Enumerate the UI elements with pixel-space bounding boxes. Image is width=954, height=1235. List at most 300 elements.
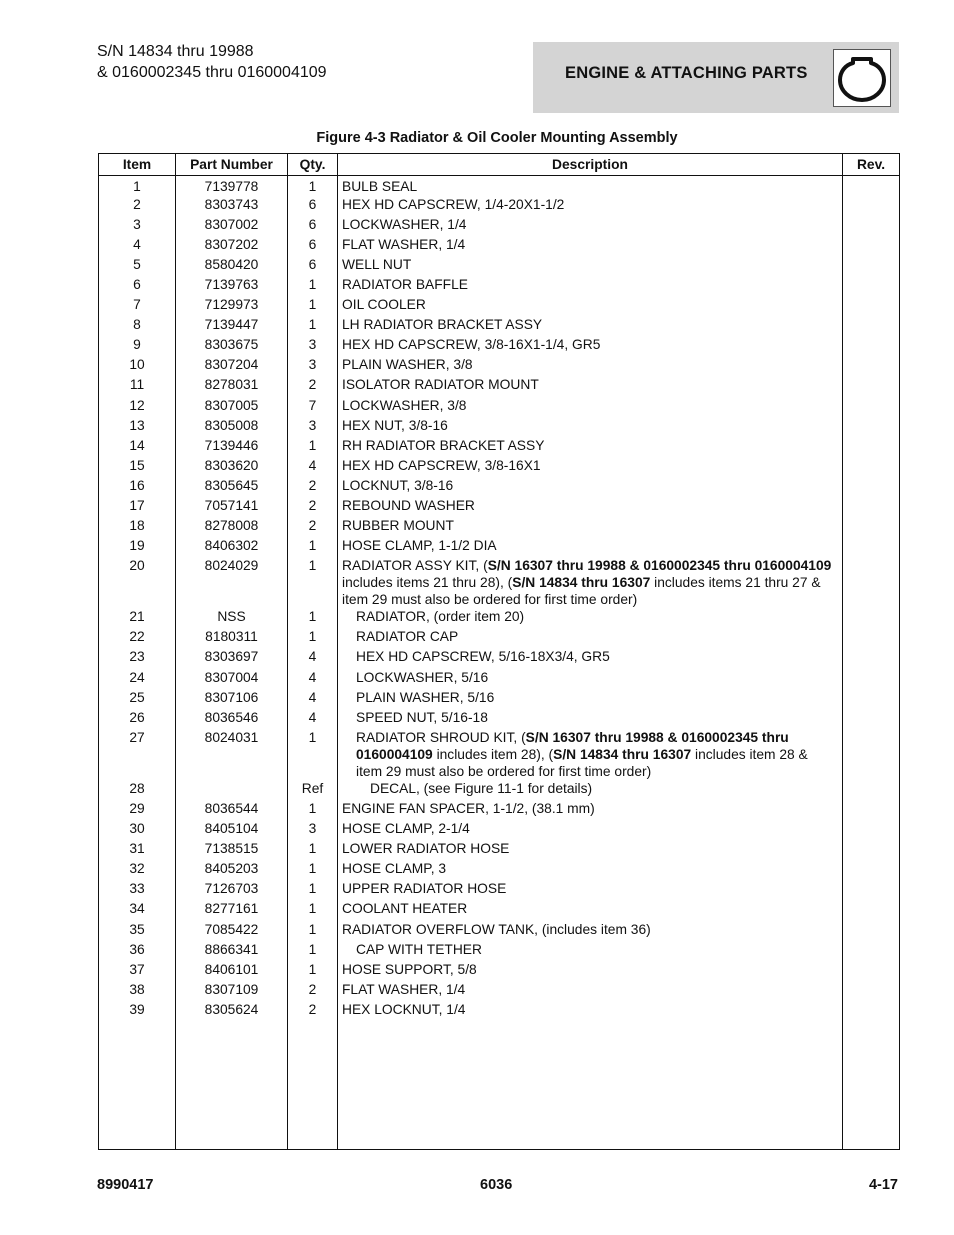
- part-number: 8303743: [176, 196, 288, 216]
- table-row: [99, 880, 900, 900]
- empty-cell: [843, 1021, 900, 1150]
- quantity: 2: [288, 517, 338, 537]
- part-number: 7129973: [176, 296, 288, 316]
- revision: [843, 316, 900, 336]
- table-row: [99, 437, 900, 457]
- item-number: 11: [99, 376, 176, 396]
- item-number: 26: [99, 709, 176, 729]
- description-emphasis: S/N 14834 thru 16307: [512, 575, 651, 591]
- table-row: [99, 336, 900, 356]
- table-row: [99, 316, 900, 336]
- table-row: [99, 628, 900, 648]
- revision: [843, 608, 900, 628]
- serial-line-2: & 0160002345 thru 0160004109: [97, 64, 327, 81]
- revision: [843, 216, 900, 236]
- quantity: 1: [288, 437, 338, 457]
- revision: [843, 296, 900, 316]
- part-number: 7139763: [176, 276, 288, 296]
- quantity: 1: [288, 880, 338, 900]
- description-text: RADIATOR CAP: [356, 629, 459, 645]
- item-number: 39: [99, 1001, 176, 1021]
- description-text: LOCKWASHER, 5/16: [356, 669, 489, 685]
- revision: [843, 941, 900, 961]
- description: [338, 689, 843, 709]
- item-number: 30: [99, 820, 176, 840]
- description-text: LOWER RADIATOR HOSE: [342, 841, 510, 857]
- description: [338, 729, 843, 780]
- description-text: FLAT WASHER, 1/4: [342, 981, 466, 997]
- description-text: RADIATOR SHROUD KIT, (: [356, 729, 526, 745]
- description: [338, 497, 843, 517]
- part-number: 8307202: [176, 236, 288, 256]
- item-number: 2: [99, 196, 176, 216]
- section-title: ENGINE & ATTACHING PARTS: [565, 64, 808, 82]
- description: [338, 256, 843, 276]
- part-number: 8305645: [176, 477, 288, 497]
- description: [338, 376, 843, 396]
- serial-number-range: [97, 41, 327, 83]
- table-row: [99, 608, 900, 628]
- item-number: 9: [99, 336, 176, 356]
- part-number: 7126703: [176, 880, 288, 900]
- serial-line-1: S/N 14834 thru 19988: [97, 43, 254, 60]
- item-number: 34: [99, 900, 176, 920]
- item-number: 4: [99, 236, 176, 256]
- item-number: 6: [99, 276, 176, 296]
- empty-cell: [176, 1021, 288, 1150]
- part-number: 8305008: [176, 417, 288, 437]
- quantity: 2: [288, 477, 338, 497]
- revision: [843, 397, 900, 417]
- description-text: RH RADIATOR BRACKET ASSY: [342, 437, 545, 453]
- description-text: RADIATOR ASSY KIT, (: [342, 558, 488, 574]
- part-number: 8180311: [176, 628, 288, 648]
- description-text: FLAT WASHER, 1/4: [342, 236, 466, 252]
- description-text: LOCKNUT, 3/8-16: [342, 477, 454, 493]
- part-number: 8406101: [176, 961, 288, 981]
- part-number: 8278008: [176, 517, 288, 537]
- quantity: 1: [288, 729, 338, 780]
- item-number: 28: [99, 780, 176, 800]
- part-number: 8278031: [176, 376, 288, 396]
- revision: [843, 176, 900, 196]
- table-row: [99, 517, 900, 537]
- revision: [843, 961, 900, 981]
- table-row: [99, 356, 900, 376]
- description: [338, 900, 843, 920]
- description: [338, 336, 843, 356]
- table-row: [99, 921, 900, 941]
- revision: [843, 376, 900, 396]
- description: [338, 417, 843, 437]
- description: [338, 1001, 843, 1021]
- item-number: 32: [99, 860, 176, 880]
- item-number: 5: [99, 256, 176, 276]
- quantity: 1: [288, 961, 338, 981]
- description: [338, 800, 843, 820]
- revision: [843, 880, 900, 900]
- quantity: Ref: [288, 780, 338, 800]
- table-row: [99, 296, 900, 316]
- description-text: includes items 21 thru 28), (: [342, 575, 513, 591]
- item-number: 1: [99, 176, 176, 196]
- description-text: LOCKWASHER, 3/8: [342, 397, 467, 413]
- part-number: 7139447: [176, 316, 288, 336]
- description-text: HEX HD CAPSCREW, 5/16-18X3/4, GR5: [356, 649, 610, 665]
- table-row: [99, 236, 900, 256]
- description-text: OIL COOLER: [342, 297, 426, 313]
- description-text: HOSE SUPPORT, 5/8: [342, 961, 477, 977]
- item-number: 8: [99, 316, 176, 336]
- part-number: 8277161: [176, 900, 288, 920]
- revision: [843, 457, 900, 477]
- part-number: 8305624: [176, 1001, 288, 1021]
- description: [338, 981, 843, 1001]
- table-row: [99, 216, 900, 236]
- quantity: 1: [288, 316, 338, 336]
- item-number: 29: [99, 800, 176, 820]
- item-number: 14: [99, 437, 176, 457]
- quantity: 2: [288, 981, 338, 1001]
- description-text: LOCKWASHER, 1/4: [342, 216, 467, 232]
- description-text: PLAIN WASHER, 5/16: [356, 689, 495, 705]
- revision: [843, 356, 900, 376]
- quantity: 1: [288, 537, 338, 557]
- quantity: 4: [288, 669, 338, 689]
- revision: [843, 236, 900, 256]
- revision: [843, 417, 900, 437]
- description: [338, 709, 843, 729]
- table-row: [99, 941, 900, 961]
- quantity: 3: [288, 417, 338, 437]
- quantity: 1: [288, 900, 338, 920]
- description: [338, 316, 843, 336]
- description: [338, 457, 843, 477]
- item-number: 35: [99, 921, 176, 941]
- item-number: 38: [99, 981, 176, 1001]
- revision: [843, 800, 900, 820]
- revision: [843, 780, 900, 800]
- part-number: 7138515: [176, 840, 288, 860]
- column-header-item: Item: [99, 154, 176, 176]
- part-number: 8405203: [176, 860, 288, 880]
- table-row: [99, 820, 900, 840]
- empty-cell: [288, 1021, 338, 1150]
- table-row: [99, 780, 900, 800]
- table-row: [99, 860, 900, 880]
- revision: [843, 820, 900, 840]
- item-number: 19: [99, 537, 176, 557]
- description: [338, 176, 843, 196]
- part-number: 7139778: [176, 176, 288, 196]
- item-number: 13: [99, 417, 176, 437]
- item-number: 33: [99, 880, 176, 900]
- part-number: 8307002: [176, 216, 288, 236]
- quantity: 2: [288, 1001, 338, 1021]
- description: [338, 557, 843, 608]
- description-text: BULB SEAL: [342, 179, 418, 194]
- table-row: [99, 537, 900, 557]
- table-row: [99, 800, 900, 820]
- description-text: REBOUND WASHER: [342, 498, 475, 513]
- revision: [843, 709, 900, 729]
- revision: [843, 981, 900, 1001]
- table-row: [99, 196, 900, 216]
- quantity: 4: [288, 689, 338, 709]
- figure-title: Figure 4-3 Radiator & Oil Cooler Mounting Assembly: [316, 130, 678, 146]
- description: [338, 941, 843, 961]
- empty-cell: [338, 1021, 843, 1150]
- item-number: 10: [99, 356, 176, 376]
- description-text: WELL NUT: [342, 256, 412, 272]
- revision: [843, 1001, 900, 1021]
- description-text: ENGINE FAN SPACER, 1-1/2, (38.1 mm): [342, 800, 595, 816]
- description: [338, 921, 843, 941]
- description: [338, 477, 843, 497]
- item-number: 31: [99, 840, 176, 860]
- table-row: [99, 557, 900, 608]
- quantity: 2: [288, 497, 338, 517]
- revision: [843, 196, 900, 216]
- revision: [843, 437, 900, 457]
- quantity: 2: [288, 376, 338, 396]
- item-number: 17: [99, 497, 176, 517]
- table-row: [99, 477, 900, 497]
- part-number: 8307004: [176, 669, 288, 689]
- quantity: 1: [288, 840, 338, 860]
- revision: [843, 537, 900, 557]
- revision: [843, 336, 900, 356]
- item-number: 24: [99, 669, 176, 689]
- revision: [843, 557, 900, 608]
- quantity: 1: [288, 276, 338, 296]
- section-banner: [533, 42, 899, 113]
- description: [338, 537, 843, 557]
- description-text: includes item 28 & item 29 must also be ordered for first time order): [356, 746, 808, 779]
- table-row: [99, 729, 900, 780]
- item-number: 20: [99, 557, 176, 608]
- description-text: HEX LOCKNUT, 1/4: [342, 1001, 466, 1017]
- description: [338, 296, 843, 316]
- description-text: HEX HD CAPSCREW, 1/4-20X1-1/2: [342, 196, 565, 212]
- part-number: 8405104: [176, 820, 288, 840]
- item-number: 3: [99, 216, 176, 236]
- description-text: HOSE CLAMP, 3: [342, 861, 447, 877]
- table-header-row: [99, 154, 900, 176]
- item-number: 18: [99, 517, 176, 537]
- table-row: [99, 648, 900, 668]
- column-header-part-number: Part Number: [176, 154, 288, 176]
- item-number: 37: [99, 961, 176, 981]
- description-text: HEX HD CAPSCREW, 3/8-16X1-1/4, GR5: [342, 337, 601, 353]
- description: [338, 397, 843, 417]
- part-number: 8307204: [176, 356, 288, 376]
- quantity: 4: [288, 709, 338, 729]
- description: [338, 236, 843, 256]
- revision: [843, 669, 900, 689]
- quantity: 1: [288, 628, 338, 648]
- footer-doc-number: 8990417: [97, 1177, 154, 1193]
- table-row: [99, 689, 900, 709]
- revision: [843, 900, 900, 920]
- footer-model: 6036: [480, 1177, 513, 1193]
- description: [338, 860, 843, 880]
- item-number: 27: [99, 729, 176, 780]
- revision: [843, 840, 900, 860]
- table-row: [99, 417, 900, 437]
- quantity: 1: [288, 921, 338, 941]
- quantity: 3: [288, 820, 338, 840]
- revision: [843, 256, 900, 276]
- description-text: HEX NUT, 3/8-16: [342, 417, 448, 433]
- table-row: [99, 900, 900, 920]
- revision: [843, 477, 900, 497]
- table-row: [99, 669, 900, 689]
- description-text: COOLANT HEATER: [342, 901, 468, 917]
- quantity: 4: [288, 457, 338, 477]
- footer-page-number: 4-17: [868, 1177, 898, 1193]
- description-text: HOSE CLAMP, 1-1/2 DIA: [342, 538, 497, 554]
- description: [338, 196, 843, 216]
- part-number: 8303697: [176, 648, 288, 668]
- engine-block-icon: [833, 49, 891, 107]
- item-number: 12: [99, 397, 176, 417]
- quantity: 1: [288, 176, 338, 196]
- revision: [843, 729, 900, 780]
- description-text: RUBBER MOUNT: [342, 518, 454, 534]
- table-filler-row: [99, 1021, 900, 1150]
- quantity: 3: [288, 336, 338, 356]
- table-row: [99, 981, 900, 1001]
- description-text: HEX HD CAPSCREW, 3/8-16X1: [342, 457, 541, 473]
- description-text: includes item 28), (: [432, 746, 554, 762]
- description-text: LH RADIATOR BRACKET ASSY: [342, 317, 543, 333]
- parts-table: [98, 153, 900, 1150]
- description-text: RADIATOR OVERFLOW TANK, (includes item 36): [342, 921, 651, 937]
- part-number: 8036546: [176, 709, 288, 729]
- table-row: [99, 1001, 900, 1021]
- revision: [843, 648, 900, 668]
- table-row: [99, 256, 900, 276]
- description: [338, 880, 843, 900]
- quantity: 1: [288, 608, 338, 628]
- column-header-rev: Rev.: [843, 154, 900, 176]
- part-number: 8303675: [176, 336, 288, 356]
- description-text: DECAL, (see Figure 11-1 for details): [370, 780, 593, 796]
- table-row: [99, 397, 900, 417]
- quantity: 6: [288, 216, 338, 236]
- revision: [843, 497, 900, 517]
- table-row: [99, 961, 900, 981]
- quantity: 6: [288, 236, 338, 256]
- table-row: [99, 176, 900, 196]
- parts-table-body: [99, 176, 900, 1150]
- part-number: 8307109: [176, 981, 288, 1001]
- item-number: 23: [99, 648, 176, 668]
- revision: [843, 276, 900, 296]
- quantity: 4: [288, 648, 338, 668]
- table-row: [99, 376, 900, 396]
- quantity: 6: [288, 256, 338, 276]
- item-number: 25: [99, 689, 176, 709]
- quantity: 1: [288, 296, 338, 316]
- description: [338, 608, 843, 628]
- table-row: [99, 276, 900, 296]
- quantity: 7: [288, 397, 338, 417]
- item-number: 7: [99, 296, 176, 316]
- quantity: 1: [288, 800, 338, 820]
- description: [338, 517, 843, 537]
- item-number: 36: [99, 941, 176, 961]
- description-text: CAP WITH TETHER: [356, 941, 482, 957]
- quantity: 1: [288, 557, 338, 608]
- table-row: [99, 457, 900, 477]
- description: [338, 437, 843, 457]
- description-emphasis: S/N 16307 thru 19988 & 0160002345 thru 0160004109: [356, 729, 789, 762]
- description: [338, 216, 843, 236]
- part-number: 8406302: [176, 537, 288, 557]
- description-text: HOSE CLAMP, 2-1/4: [342, 821, 470, 837]
- description-text: SPEED NUT, 5/16-18: [356, 709, 488, 725]
- item-number: 15: [99, 457, 176, 477]
- part-number: 8303620: [176, 457, 288, 477]
- item-number: 22: [99, 628, 176, 648]
- part-number: 8580420: [176, 256, 288, 276]
- part-number: 8036544: [176, 800, 288, 820]
- description-text: UPPER RADIATOR HOSE: [342, 881, 507, 897]
- part-number: NSS: [176, 608, 288, 628]
- description-text: PLAIN WASHER, 3/8: [342, 357, 473, 373]
- description-text: includes items 21 thru 27 & item 29 must also be ordered for first time order): [342, 575, 821, 608]
- part-number: 8307106: [176, 689, 288, 709]
- revision: [843, 628, 900, 648]
- column-header-description: Description: [338, 154, 843, 176]
- quantity: 6: [288, 196, 338, 216]
- description: [338, 669, 843, 689]
- part-number: 7085422: [176, 921, 288, 941]
- description: [338, 820, 843, 840]
- column-header-qty: Qty.: [288, 154, 338, 176]
- revision: [843, 921, 900, 941]
- quantity: 1: [288, 860, 338, 880]
- description-text: RADIATOR, (order item 20): [356, 609, 525, 625]
- description-emphasis: S/N 16307 thru 19988 & 0160002345 thru 0160004109: [487, 558, 832, 574]
- table-row: [99, 840, 900, 860]
- description: [338, 780, 843, 800]
- quantity: 1: [288, 941, 338, 961]
- part-number: 8024029: [176, 557, 288, 608]
- empty-cell: [99, 1021, 176, 1150]
- description-text: ISOLATOR RADIATOR MOUNT: [342, 377, 539, 393]
- description: [338, 840, 843, 860]
- part-number: 7057141: [176, 497, 288, 517]
- description: [338, 276, 843, 296]
- part-number: 8866341: [176, 941, 288, 961]
- part-number: 8307005: [176, 397, 288, 417]
- part-number: 8024031: [176, 729, 288, 780]
- description-text: RADIATOR BAFFLE: [342, 276, 468, 292]
- item-number: 21: [99, 608, 176, 628]
- revision: [843, 860, 900, 880]
- description: [338, 628, 843, 648]
- part-number: 7139446: [176, 437, 288, 457]
- item-number: 16: [99, 477, 176, 497]
- description: [338, 961, 843, 981]
- quantity: 3: [288, 356, 338, 376]
- part-number: [176, 780, 288, 800]
- description: [338, 356, 843, 376]
- description-emphasis: S/N 14834 thru 16307: [553, 746, 692, 762]
